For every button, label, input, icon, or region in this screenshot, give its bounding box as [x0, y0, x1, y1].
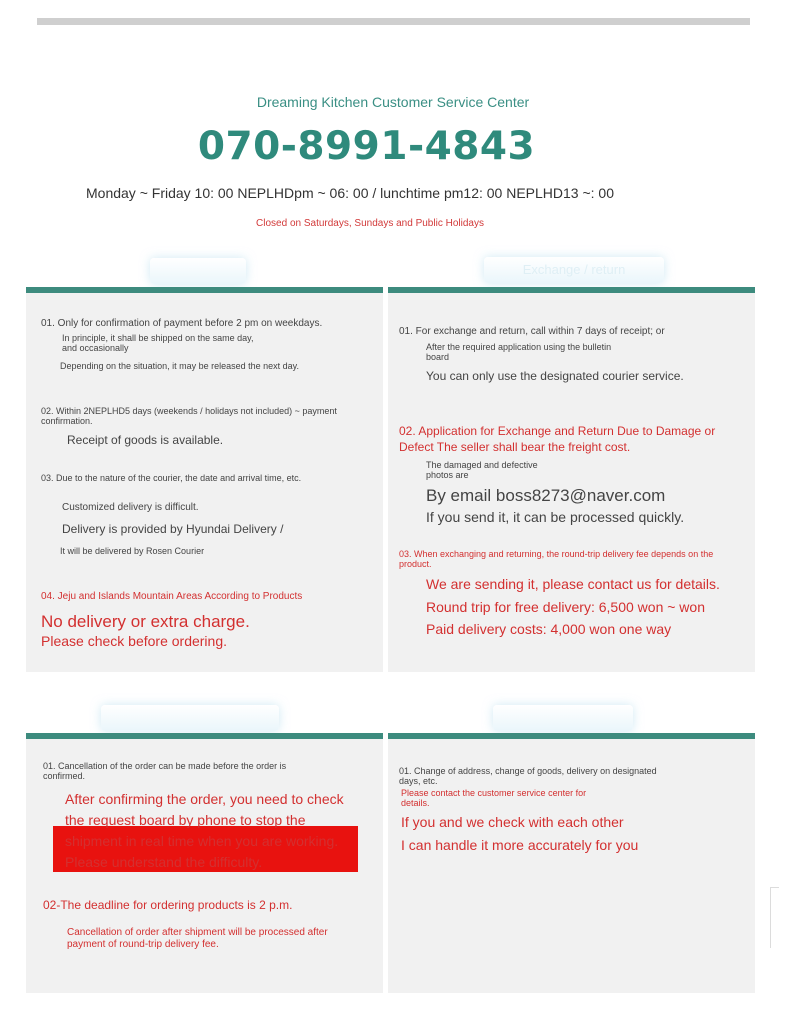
delivery-item-1-line-a: In principle, it shall be shipped on the same day, [62, 333, 254, 343]
exchange-item-3-line-c: Paid delivery costs: 4,000 won one way [426, 621, 672, 637]
service-phone-number: 070-8991-4843 [197, 124, 536, 169]
top-divider [37, 18, 750, 25]
delivery-item-4: 04. Jeju and Islands Mountain Areas According to Products [41, 591, 303, 602]
delivery-item-1-line-c: Depending on the situation, it may be released the next day. [60, 361, 299, 371]
exchange-section-ghost-tab [484, 257, 664, 283]
delivery-section-ghost-tab [150, 258, 246, 284]
cancel-item-1: 01. Cancellation of the order can be made before the order is confirmed. [43, 761, 287, 782]
delivery-item-3-line-c: It will be delivered by Rosen Courier [60, 546, 205, 556]
exchange-section-ghost-label: Exchange / return [522, 262, 626, 277]
business-hours: Monday ~ Friday 10: 00 NEPLHDpm ~ 06: 00 / lunchtime pm12: 00 NEPLHD13 ~: 00 [86, 185, 615, 201]
delivery-item-4-line-b: Please check before ordering. [41, 633, 227, 649]
cancel-item-1-detail [65, 789, 365, 873]
exchange-item-2-line-a: The damaged and defective photos are [426, 460, 538, 481]
exchange-item-3-line-b: Round trip for free delivery: 6,500 won ~ won [426, 599, 705, 615]
exchange-item-1-line-a: After the required application using the bulletin board [426, 342, 612, 363]
exchange-item-2: 02. Application for Exchange and Return Due to Damage or Defect The seller shall bear the freight cost. [399, 424, 716, 454]
change-item-1-line-b: If you and we check with each other [401, 814, 624, 830]
exchange-item-2-line-c: If you send it, it can be processed quickly. [426, 509, 685, 525]
service-center-title: Dreaming Kitchen Customer Service Center [256, 94, 530, 110]
delivery-item-2: 02. Within 2NEPLHD5 days (weekends / holidays not included) ~ payment confirmation. [41, 406, 337, 427]
exchange-item-2-email: By email boss8273@naver.com [426, 486, 666, 505]
exchange-item-3: 03. When exchanging and returning, the round-trip delivery fee depends on the product. [399, 549, 714, 570]
delivery-item-3-line-a: Customized delivery is difficult. [62, 502, 199, 513]
change-item-1-line-c: I can handle it more accurately for you [401, 837, 639, 853]
exchange-item-1: 01. For exchange and return, call within 7 days of receipt; or [399, 326, 665, 337]
delivery-item-3-line-b: Delivery is provided by Hyundai Delivery / [62, 522, 284, 536]
delivery-item-1-line-b: and occasionally [62, 343, 129, 353]
cancel-section-ghost-tab [101, 705, 279, 731]
delivery-item-2-line-a: Receipt of goods is available. [67, 433, 224, 447]
change-section-ghost-tab [493, 705, 633, 731]
exchange-item-1-line-b: You can only use the designated courier service. [426, 369, 684, 383]
delivery-item-3: 03. Due to the nature of the courier, the date and arrival time, etc. [41, 473, 302, 483]
delivery-item-1: 01. Only for confirmation of payment before 2 pm on weekdays. [41, 318, 323, 329]
cancel-item-2-line-a: Cancellation of order after shipment will be processed after payment of round-trip delivery fee. [67, 927, 328, 950]
closed-days-notice: Closed on Saturdays, Sundays and Public Holidays [256, 218, 484, 229]
delivery-item-4-line-a: No delivery or extra charge. [41, 612, 250, 631]
edge-fragment [770, 887, 779, 948]
change-item-1-line-a: Please contact the customer service center for details. [401, 788, 587, 809]
cancel-item-2: 02-The deadline for ordering products is 2 p.m. [43, 898, 293, 912]
cancel-item-1-detail-text: After confirming the order, you need to check the request board by phone to stop the shipment in real time when you are working. Please understand the difficulty. [65, 791, 344, 870]
change-item-1: 01. Change of address, change of goods, delivery on designated days, etc. [399, 766, 657, 787]
exchange-item-3-line-a: We are sending it, please contact us for details. [426, 576, 720, 592]
